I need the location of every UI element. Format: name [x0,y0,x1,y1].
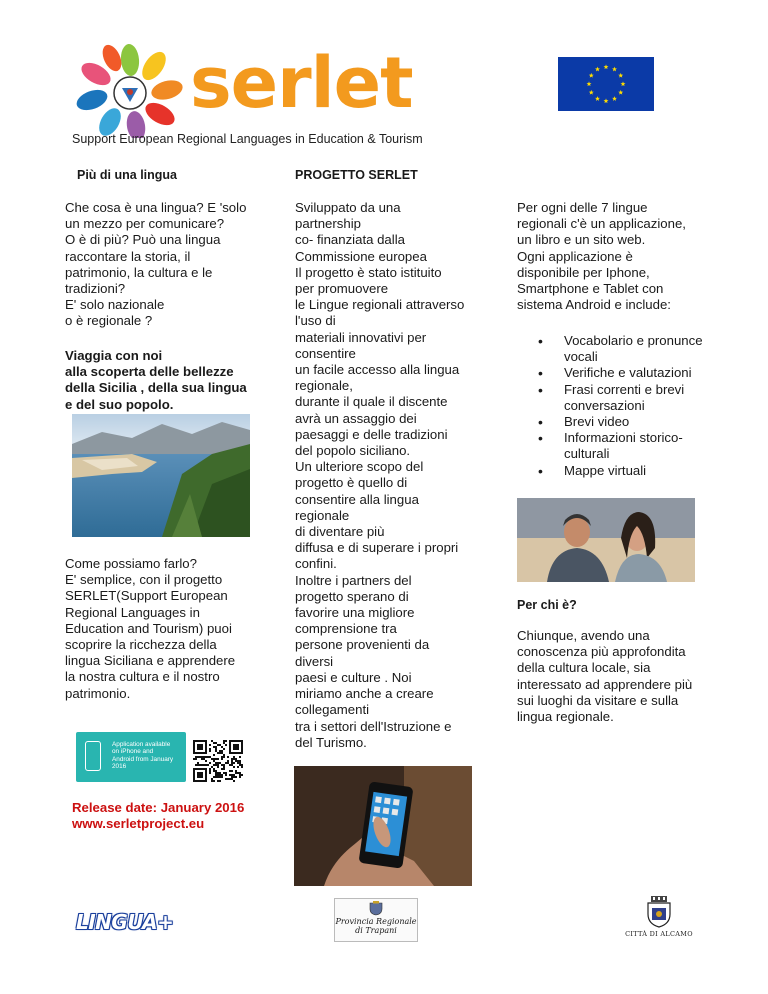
alcamo-crest-icon [646,896,672,928]
release-date: Release date: January 2016 [72,800,245,815]
intro-paragraph: Che cosa è una lingua? E 'solo un mezzo per comunicare? O è di più? Può una lingua raccontare la storia, il patrimonio, la cultura e le tradizioni? E' solo nazionale o è regionale ? [65,200,247,329]
tagline: Support European Regional Languages in Education & Tourism [72,132,423,146]
heading-progetto-serlet: PROGETTO SERLET [295,168,418,182]
app-badge-text: Application available on iPhone and Android from January 2016 [112,741,174,771]
sicily-coast-photo [72,414,250,537]
hand-holding-phone-photo [294,766,472,886]
lingua-plus-logo [72,908,174,934]
how-paragraph: Come possiamo farlo? E' semplice, con il progetto SERLET(Support European Regional Languages in Education and Tourism) puoi scoprire la ricchezza della lingua Siciliana e apprendere la nostra cultura e il nostro patrimonio. [65,556,236,701]
list-item: • Informazioni storico-culturali [538,430,713,462]
citta-di-alcamo-logo [620,896,698,940]
serlet-hands-logo [70,38,190,138]
project-description: Sviluppato da una partnership co- finanziata dalla Commissione europea Il progetto è stato istituito per promuovere le Lingue regionali attraverso l'uso di materiali innovativi per consentire un facile accesso alla lingua regionale, durante il quale il discente avrà un assaggio dei paesaggi e delle tradizioni del popolo siciliano. Un ulteriore scopo del progetto è quello di consentire alla lingua regionale di diventare più diffusa e di superare i propri confini. Inoltre i partners del progetto sperano di favorire una migliore comprensione tra persone provenienti da diversi paesi e culture . Noi miriamo anche a creare collegamenti tra i settori dell'Istruzione e del Turismo. [295,200,465,750]
provincia-trapani-text: Provincia Regionale di Trapani [335,917,417,935]
list-item: • Mappe virtuali [538,463,713,479]
serlet-wordmark: serlet [190,42,413,124]
lingua-plus-wordmark: LINGUA+ [76,910,174,934]
provincia-trapani-logo [334,898,418,942]
features-list [538,333,713,479]
qr-code-icon[interactable] [193,740,243,782]
list-item: • Verifiche e valutazioni [538,365,713,381]
travel-with-us-paragraph: Viaggia con noi alla scoperta delle bellezze della Sicilia , della sua lingua e del suo popolo. [65,348,247,412]
heading-per-chi-e: Per chi è? [517,598,577,612]
list-item: • Brevi video [538,414,713,430]
list-item: • Frasi correnti e brevi conversazioni [538,382,713,414]
audience-paragraph: Chiunque, avendo una conoscenza più approfondita della cultura locale, sia interessato ad apprendere più sui luoghi da visitare e sulla lingua regionale. [517,628,693,725]
eu-flag-icon [558,57,654,111]
smartphone-icon [85,741,101,771]
list-item: • Vocabolario e pronunce vocali [538,333,713,365]
two-people-beach-photo [517,498,695,582]
website-link[interactable]: www.serletproject.eu [72,816,205,831]
citta-di-alcamo-text: CITTÀ DI ALCAMO [625,930,693,938]
crest-icon [369,901,383,916]
heading-piu-di-una-lingua: Più di una lingua [77,168,177,182]
apps-intro-paragraph: Per ogni delle 7 lingue regionali c'è un applicazione, un libro e un sito web. Ogni applicazione è disponibile per Iphone, Smartphone e Tablet con sistema Android e include: [517,200,686,313]
app-availability-badge [76,732,186,782]
